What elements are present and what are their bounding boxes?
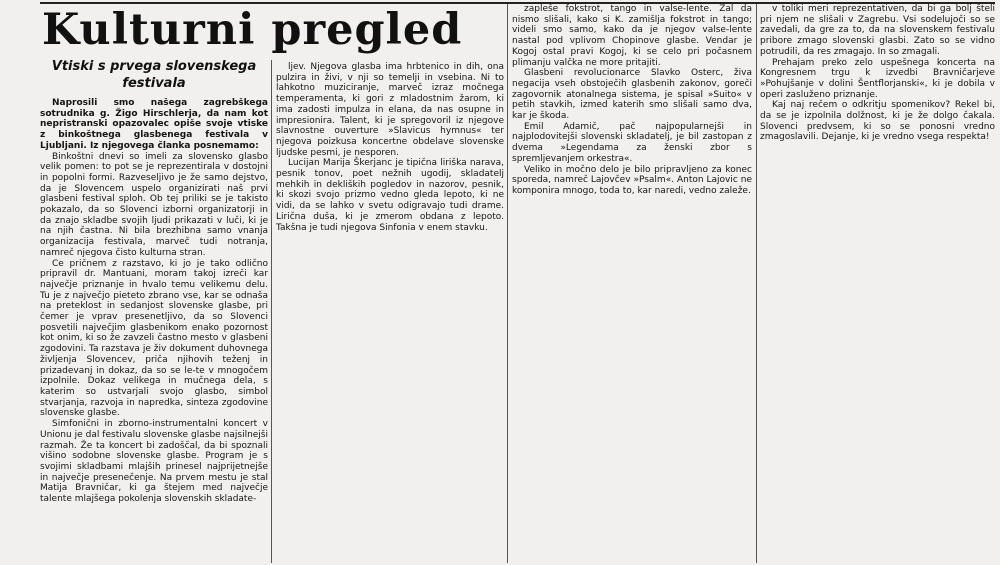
column-divider — [756, 4, 757, 563]
paragraph: Simfonični in zborno-instrumentalni koncert v Unionu je dal festivalu slovenske glasbe najsilnejši razmah. Že ta koncert bi zadoščal, da bi spoznali višino sodobne slovenske glasbe. Program je s svojimi skladbami mlajših prinesel najprijetnejše in največje presenečenje. Na prvem mestu je stal Matija Bravničar, ki ga štejem med največje talente mlajšega pokolenja slovenskih skladate- — [40, 419, 268, 505]
paragraph: ljev. Njegova glasba ima hrbtenico in dih, ona pulzira in živi, v nji so temelji in vsebina. Ni to lahkotno muziciranje, marveč izraz močnega temperamenta, ki gori z mladostnim žarom, ki ima zadosti impulza in elana, da nas osupne in impresionira. Talent, ki je spregovoril iz njegove slavnostne ouverture »Slavicus hymnus« ter njegova poizkusa koncertne obdelave slovenske ljudske pesmi, je nesporen. — [276, 62, 504, 158]
paragraph: Emil Adamič, pač najpopularnejši in najplodovitejši slovenski skladatelj, je bil zastopan z dvema »Legendama za ženski zbor s spremljevanjem orkestra«. — [512, 121, 752, 164]
paragraph: Kaj naj rečem o odkritju spomenikov? Rekel bi, da se je izpolnila dolžnost, ki je že dolgo čakala. Slovenci predvsem, ki so se ponosni vredno zmagoslavili. Dejanje, ki je vredno vsega respekta! — [760, 100, 995, 143]
section-masthead: Kulturni pregled — [42, 5, 463, 55]
article-title: Vtiski s prvega slovenskega festivala — [51, 59, 257, 91]
column-2 — [276, 62, 504, 563]
column-3 — [512, 4, 752, 563]
column-4 — [760, 4, 995, 563]
paragraph: Ce pričnem z razstavo, ki jo je tako odlično pripravil dr. Mantuani, moram takoj izreči kar največje priznanje in hvalo temu velikemu delu. Tu je z največjo pieteto zbrano vse, kar se odnaša na preteklost in sedanjost slovenske glasbe, pri čemer je vprav presenetljivo, da so Slovenci posvetili največjim glasbenikom enako pozornost kot onim, ki so že zavzeli častno mesto v glasbeni zgodovini. Ta razstava je živ dokument duhovnega življenja Slovencev, priča njihovih teženj in prizadevanj in dokaz, da so se le-te v mnogočem izpolnile. Dokaz velikega in mučnega dela, s katerim so ustvarjali svojo glasbo, simbol stvarjanja, razvoja in napredka, sinteza zgodovine slovenske glasbe. — [40, 258, 268, 419]
paragraph: Prehajam preko zelo uspešnega koncerta na Kongresnem trgu k izvedbi Bravničarjeve »Pohujšanje v dolini Šentflorjanski«, ki je dobila v operi zasluženo priznanje. — [760, 57, 995, 100]
column-divider — [507, 4, 508, 563]
article-intro: Naprosili smo našega zagrebškega sotrudnika g. Žigo Hirschlerja, da nam kot nepristranski opazovalec opiše svoje vtiske z binkoštnega glasbenega festivala v Ljubljani. Iz njegovega članka posnemamo: — [40, 98, 268, 151]
paragraph: zapleše fokstrot, tango in valse-lente. Žal da nismo slišali, kako si K. zamišlja fokstrot in tango; videli smo samo, kako da je njegov valse-lente nastal pod vplivom Chopinove glasbe. Vendar je Kogoj ostal pravi Kogoj, ki se celo pri počasnem plimanju valčka ne more pritajiti. — [512, 4, 752, 68]
paragraph: Glasbeni revolucionarce Slavko Osterc, živa negacija vseh obstoječih glasbenih zakonov, goreči zagovornik atonalnega sistema, je spisal »Suito« v petih stavkih, izmed katerih smo slišali samo dva, kar je škoda. — [512, 68, 752, 122]
column-divider — [271, 60, 272, 563]
column-1 — [40, 98, 268, 563]
paragraph: Binkoštni dnevi so imeli za slovensko glasbo velik pomen: to pot se je reprezentirala v dostojni in popolni formi. Razveseljivo je že samo dejstvo, da je Slovencem uspelo organizirati naš prvi glasbeni festival sploh. Ob tej priliki se je takisto pokazalo, da so Slovenci izborni organizatorji in da znajo skladbe svojih ljudi prikazati v luči, ki je na njih častna. Ni bila brezhibna samo vnanja organizacija festivala, marveč tudi notranja, namreč njegova čisto kulturna stran. — [40, 151, 268, 258]
paragraph: Lucijan Marija Škerjanc je tipična liriška narava, pesnik tonov, poet nežnih ugodij, skladatelj mehkih in dekliških pogledov in nazorov, pesnik, ki skozi svojo prizmo vedno gleda lepoto, ki ne vidi, da se lahko v svetu odigravajo tudi drame. Lirična duša, ki je zmerom obdana z lepoto. Takšna je tudi njegova Sinfonia v enem stavku. — [276, 158, 504, 233]
paragraph: v toliki meri reprezentativen, da bi ga bolj šteli pri njem ne slišali v Zagrebu. Vsi sodelujoči so se zavedali, da gre za to, da na slovenskem festivalu pribore zmago slovenski glasbi. Zato so se vidno potrudili, da res zmagajo. In so zmagali. — [760, 4, 995, 57]
paragraph: Veliko in močno delo je bilo pripravljeno za konec sporeda, namreč Lajovčev »Psalm«. Anton Lajovic ne komponira mnogo, toda to, kar naredi, vedno zaleže. — [512, 164, 752, 196]
